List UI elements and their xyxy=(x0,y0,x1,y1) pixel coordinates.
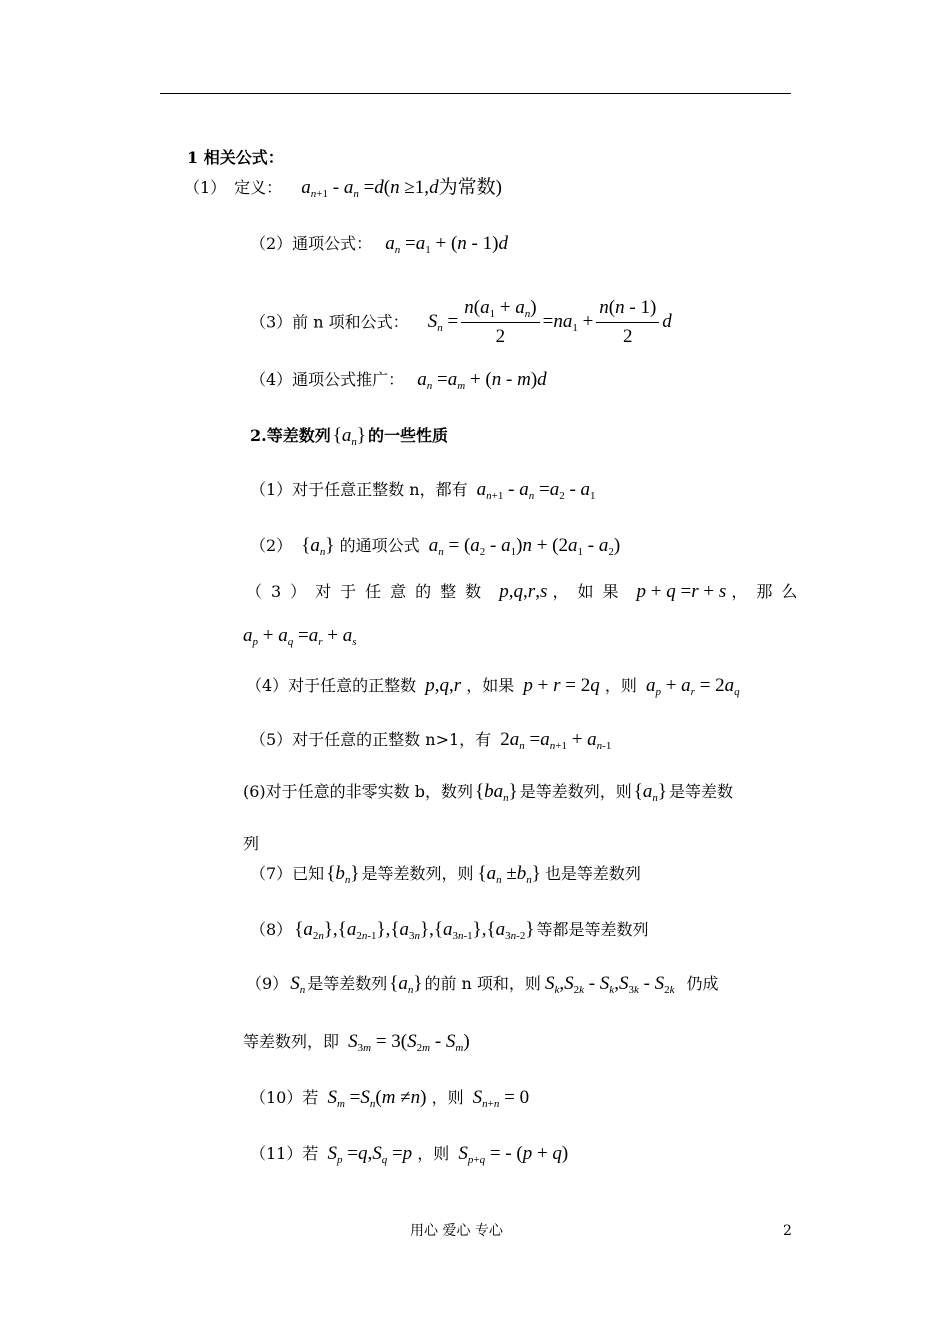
property-text: （11）若 xyxy=(250,1144,319,1163)
property-text: 是等差数 xyxy=(669,782,734,801)
property-10 xyxy=(250,1086,529,1110)
formula-sum xyxy=(250,296,672,349)
property-text: 的通项公式 xyxy=(339,536,420,555)
property-label: （8） xyxy=(250,920,293,939)
property-4 xyxy=(246,674,740,698)
math-expression: $a_n =a_m + (n - m)d$ xyxy=(417,369,547,392)
property-text: ，如果 xyxy=(552,582,628,601)
math-sequence: $\{ba_n\}$ xyxy=(475,781,518,804)
property-text: （3）对于任意的整数 xyxy=(246,582,491,601)
formula-general-term xyxy=(250,232,508,256)
math-sequence: $\{a_n\}$ xyxy=(633,781,668,804)
property-text: 的前 n 项和，则 xyxy=(424,974,541,993)
property-11 xyxy=(250,1142,568,1166)
math-expression: $a_{n+1} - a_n =d(n \ge 1,d$为常数) xyxy=(301,177,502,200)
property-text: 等都是等差数列 xyxy=(536,920,649,939)
math-expression: $a_{n+1} - a_n =a_2 - a_1$ xyxy=(476,479,596,502)
math-sequence: $\{a_n\}$ xyxy=(332,425,366,448)
formula-label: （4）通项公式推广： xyxy=(250,370,405,389)
property-text: ，则 xyxy=(431,1088,464,1107)
footer-motto: 用心 爱心 专心 xyxy=(410,1223,503,1239)
formula-label: （3）前 n 项和公式： xyxy=(250,312,409,332)
math-expression: $a_n = (a_2 - a_1)n + (2a_1 - a_2)$ xyxy=(428,535,621,558)
property-text: 是等差数列，则 xyxy=(519,782,632,801)
math-expression: $S_k,S_{2k} - S_k,S_{3k} - S_{2k}$ xyxy=(544,973,675,996)
property-text: 是等差数列 xyxy=(307,974,388,993)
math-sequence: $\{a_n\}$ xyxy=(301,535,335,558)
formula-label: （1） 定义： xyxy=(184,178,283,197)
property-label: （9） xyxy=(246,974,289,993)
section-title-properties xyxy=(250,424,448,448)
property-6 xyxy=(243,780,733,804)
header-rule xyxy=(160,93,791,94)
property-text: （5）对于任意的正整数 n>1，有 xyxy=(250,730,492,749)
math-sequence: $\{a_n \pm b_n\}$ xyxy=(477,863,541,886)
math-expression: $S_{3m} = 3(S_{2m} - S_m)$ xyxy=(348,1031,470,1054)
property-8 xyxy=(250,918,648,942)
property-text: 等差数列，即 xyxy=(243,1032,340,1051)
property-label: （2） xyxy=(250,536,293,555)
property-3-continued xyxy=(243,624,356,648)
math-sequence: $\{a_n\}$ xyxy=(389,973,423,996)
math-expression: $S_m =S_n(m \ne n)$ xyxy=(327,1087,427,1110)
property-text: （7）已知 xyxy=(250,864,325,883)
property-7 xyxy=(250,862,641,886)
math-expression: p,q,r,s xyxy=(499,581,548,602)
math-expression: $a_n =a_1 + (n - 1)d$ xyxy=(385,233,508,256)
property-5 xyxy=(250,728,611,752)
property-text: 也是等差数列 xyxy=(544,864,641,883)
math-expression: p + r = 2q xyxy=(523,675,600,696)
section-title-part: 的一些性质 xyxy=(367,426,448,445)
math-expression: p + q =r + s xyxy=(636,581,727,602)
property-text: 是等差数列，则 xyxy=(361,864,474,883)
property-9 xyxy=(246,972,719,996)
property-1 xyxy=(250,478,596,502)
property-text: 仍成 xyxy=(686,974,719,993)
math-expression: $\{a_{2n}\},\{a_{2n-1}\},\{a_{3n}\},\{a_{3n-1}\},\{a_{3n-2}\}$ xyxy=(294,919,535,942)
formula-general-term-extended xyxy=(250,368,547,392)
math-expression: p,q,r xyxy=(425,675,462,696)
math-expression: $S_p =q,S_q =p$ xyxy=(327,1143,413,1166)
property-text: (6)对于任意的非零实数 b，数列 xyxy=(243,782,473,801)
property-6-continued: 列 xyxy=(243,834,260,853)
section-title-part: 2.等差数列 xyxy=(250,426,331,445)
formula-label: （2）通项公式： xyxy=(250,234,373,253)
math-sequence: $\{b_n\}$ xyxy=(326,863,360,886)
property-text: ，那么 xyxy=(731,582,807,601)
property-text: ，如果 xyxy=(466,676,515,695)
math-expression: $a_p + a_q =a_r + a_s$ xyxy=(243,625,357,648)
property-text: （1）对于任意正整数 n，都有 xyxy=(250,480,468,499)
property-2 xyxy=(250,534,620,558)
math-expression: $a_p + a_r = 2a_q$ xyxy=(645,675,740,698)
property-9-continued xyxy=(243,1030,470,1054)
math-expression: $S_n$ = $\frac{n(a_1 + a_n)}{2}$ $=na_1$ + $\frac{n(n - 1)}{2}$ d xyxy=(427,297,672,347)
property-text: （10）若 xyxy=(250,1088,319,1107)
property-text: ，则 xyxy=(417,1144,450,1163)
property-3 xyxy=(246,580,806,604)
math-expression: $S_n$ xyxy=(290,973,306,996)
math-expression: $S_{n+n} = 0$ xyxy=(472,1087,530,1110)
math-expression: $2a_n =a_{n+1} + a_{n-1}$ xyxy=(500,729,612,752)
formula-definition xyxy=(184,176,502,200)
property-text: ，则 xyxy=(604,676,637,695)
math-expression: $S_{p+q}$ = - (p + q) xyxy=(458,1143,569,1166)
page-number: 2 xyxy=(783,1223,792,1239)
property-text: （4）对于任意的正整数 xyxy=(246,676,417,695)
section-title-formulas: 1 相关公式： xyxy=(187,148,284,167)
